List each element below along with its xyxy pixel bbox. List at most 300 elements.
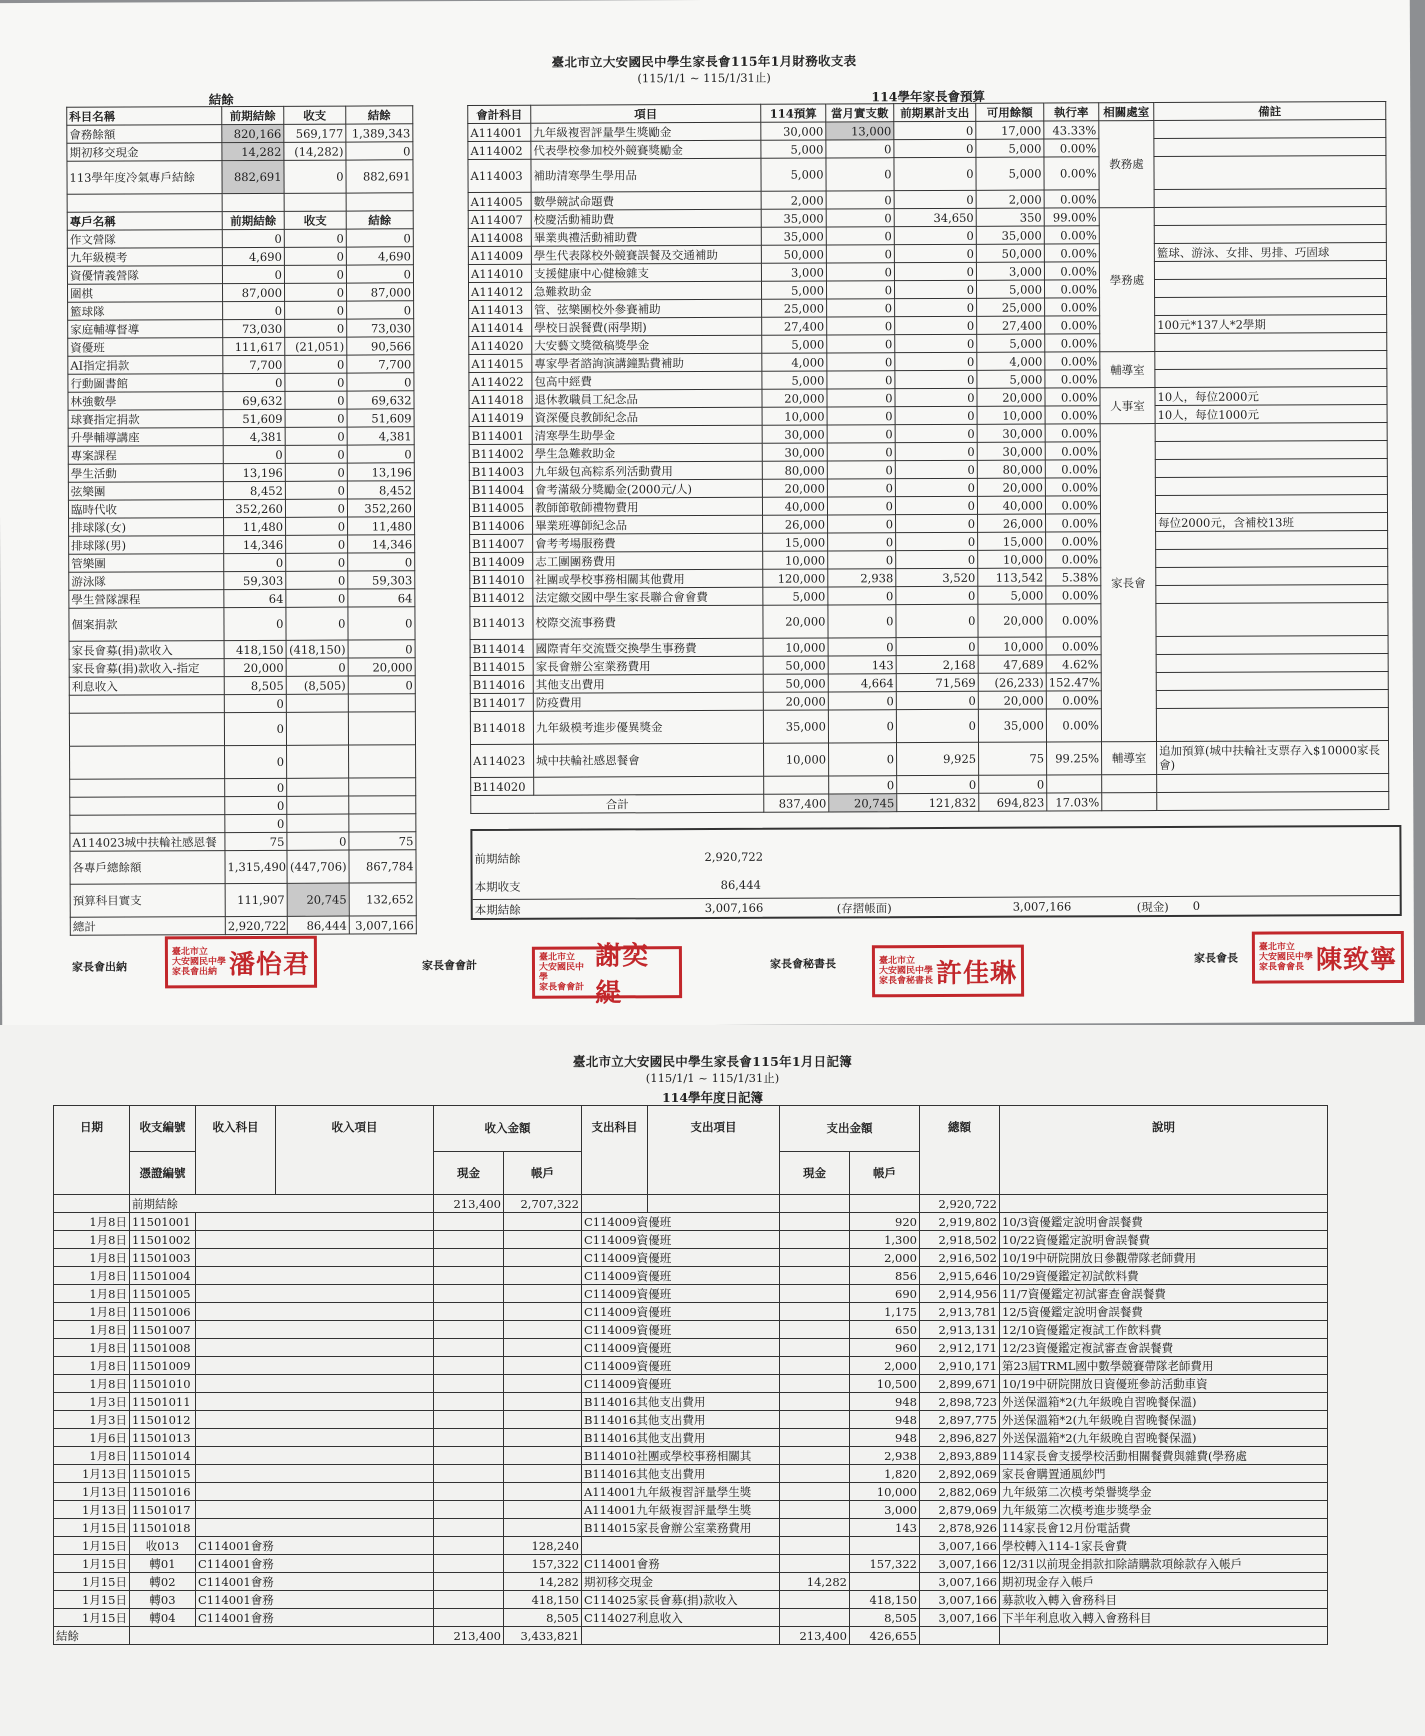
- journal-desc-cell: 第23屆TRML國中數學競賽帶隊老師費用: [1000, 1357, 1328, 1375]
- journal-period: (115/1/1 ~ 115/1/31止): [645, 1071, 780, 1085]
- journal-out-subject-cell: C114009資優班: [582, 1213, 780, 1231]
- budget-dept-cell: [1102, 775, 1157, 793]
- journal-out-cash-cell: [780, 1339, 850, 1357]
- journal-out-account-cell: 2,000: [850, 1249, 920, 1267]
- balance-header-row: [67, 106, 413, 126]
- account-bal-cell: 8,452: [347, 481, 414, 499]
- budget-note-cell: [1154, 207, 1386, 226]
- journal-out-account-cell: 143: [850, 1519, 920, 1537]
- journal-in-account-cell: [504, 1357, 582, 1375]
- budget-dept-cell: 輔導室: [1102, 742, 1157, 775]
- budget-available-cell: 2,000: [976, 190, 1044, 208]
- journal-no-cell: 11501012: [130, 1411, 196, 1429]
- budget-code-cell: B114009: [470, 552, 533, 570]
- budget-amount-cell: 40,000: [762, 497, 827, 515]
- signature-role-secretary: 家長會秘書長: [769, 957, 836, 971]
- budget-available-cell: 20,000: [978, 691, 1046, 709]
- balance-io-cell: 569,177: [284, 124, 346, 142]
- budget-note-cell: [1155, 495, 1387, 514]
- journal-closing-spacer: [130, 1627, 434, 1645]
- budget-amount-cell: 50,000: [763, 656, 828, 674]
- budget-month-cell: 0: [826, 263, 894, 281]
- balance-caption: 結餘: [208, 92, 234, 108]
- account-bal-cell: 73,030: [347, 319, 414, 337]
- journal-out-cash-cell: [780, 1231, 850, 1249]
- journal-total-cell: 2,898,723: [920, 1393, 1000, 1411]
- journal-no-cell: 轉03: [130, 1591, 196, 1609]
- account-row: [69, 571, 415, 591]
- budget-note-cell: [1155, 333, 1387, 352]
- signature-role-accountant: 家長會會計: [421, 959, 478, 973]
- budget-cumulative-cell: 0: [895, 388, 977, 406]
- journal-date-cell: 1月8日: [54, 1339, 130, 1357]
- account-io-cell: (21,051): [285, 337, 347, 355]
- budget-code-cell: A114007: [468, 210, 531, 228]
- balance-row: [67, 160, 413, 195]
- budget-note-cell: [1155, 477, 1387, 496]
- account-io-cell: 0: [285, 427, 347, 445]
- journal-date-cell: 1月6日: [54, 1429, 130, 1447]
- budget-rate-cell: 0.00%: [1046, 550, 1101, 568]
- budget-month-cell: 0: [827, 479, 895, 497]
- budget-amount-cell: 26,000: [763, 515, 828, 533]
- budget-cumulative-cell: 0: [894, 262, 976, 280]
- budget-cumulative-cell: 0: [894, 157, 976, 190]
- journal-in-cash-cell: [434, 1591, 504, 1609]
- journal-out-subject-cell: [582, 1195, 648, 1213]
- journal-in-account-cell: [504, 1375, 582, 1393]
- journal-opening-label: 前期結餘: [130, 1195, 434, 1213]
- budget-header-cell: 114預算: [761, 104, 826, 122]
- journal-out-cash-cell: [780, 1213, 850, 1231]
- budget-note-cell: [1155, 459, 1387, 478]
- account-prev-cell: 8,452: [223, 481, 285, 499]
- budget-header-cell: 相關處室: [1099, 103, 1154, 121]
- budget-item-cell: 畢業典禮活動補助費: [531, 227, 761, 246]
- account-row: [69, 517, 415, 537]
- journal-total-cell: 2,879,069: [920, 1501, 1000, 1519]
- journal-in-account-cell: [504, 1267, 582, 1285]
- journal-header-in-account: 帳戶: [504, 1151, 582, 1194]
- account-row: [68, 481, 414, 501]
- account-prev-cell: 0: [223, 445, 285, 463]
- balance-spacer-cell: [67, 194, 222, 213]
- journal-no-cell: 11501001: [130, 1213, 196, 1231]
- account-name-cell: 資優情義營隊: [67, 266, 222, 285]
- journal-out-cash-cell: [780, 1411, 850, 1429]
- budget-cumulative-cell: 0: [895, 424, 977, 442]
- budget-amount-cell: 25,000: [762, 299, 827, 317]
- journal-caption: 114學年度日記簿: [661, 1090, 764, 1105]
- budget-cumulative-cell: 9,925: [897, 742, 979, 775]
- journal-in-account-cell: [504, 1285, 582, 1303]
- budget-available-cell: 20,000: [978, 604, 1046, 637]
- budget-available-cell: 26,000: [978, 514, 1046, 532]
- account-prev-cell: 4,690: [222, 247, 284, 265]
- balance-spacer-cell: [284, 193, 346, 211]
- account-name-cell: 臨時代收: [68, 500, 223, 519]
- journal-row: [54, 1321, 1328, 1339]
- journal-header-no: 收支編號: [130, 1106, 196, 1152]
- budget-rate-cell: 0.00%: [1045, 298, 1100, 316]
- summary-prev-label: 前期結餘: [474, 851, 521, 867]
- journal-row: [54, 1375, 1328, 1393]
- budget-amount-cell: 5,000: [761, 140, 826, 158]
- budget-month-cell: 0: [827, 353, 895, 371]
- budget-item-cell: 學校日誤餐費(兩學期): [532, 317, 762, 336]
- account-prev-cell: 4,381: [223, 427, 285, 445]
- account-row: [70, 745, 416, 780]
- journal-out-account-cell: 2,938: [850, 1447, 920, 1465]
- journal-header-in-amount: 收入金額: [434, 1106, 582, 1152]
- journal-row: [54, 1483, 1328, 1501]
- budget-amount-cell: 120,000: [763, 569, 828, 587]
- journal-out-account-cell: 856: [850, 1267, 920, 1285]
- journal-out-cash-cell: [780, 1519, 850, 1537]
- journal-in-account-cell: [504, 1411, 582, 1429]
- budget-month-cell: 0: [826, 245, 894, 263]
- budget-note-cell: [1154, 156, 1386, 190]
- budget-amount-cell: 5,000: [763, 587, 828, 605]
- journal-desc-cell: 10/19中研院開放日資優班參訪活動車資: [1000, 1375, 1328, 1393]
- account-bal-cell: [349, 814, 416, 832]
- budget-item-cell: 九年級模考進步優異獎金: [533, 710, 763, 744]
- budget-code-cell: B114010: [470, 570, 533, 588]
- journal-desc-cell: 外送保溫箱*2(九年級晚自習晚餐保溫): [1000, 1393, 1328, 1411]
- journal-out-subject-cell: B114015家長會辦公室業務費用: [582, 1519, 780, 1537]
- budget-amount-cell: 35,000: [763, 710, 828, 743]
- budget-amount-cell: 5,000: [762, 371, 827, 389]
- journal-date-cell: 1月8日: [54, 1375, 130, 1393]
- journal-out-subject-cell: C114009資優班: [582, 1249, 780, 1267]
- journal-out-cash-cell: [780, 1537, 850, 1555]
- account-bal-cell: 0: [348, 553, 415, 571]
- budget-cumulative-cell: 3,520: [896, 568, 978, 586]
- account-bal-cell: [349, 745, 416, 778]
- budget-available-cell: 0: [979, 775, 1047, 793]
- budget-item-cell: 補助清寒學生學用品: [531, 158, 761, 192]
- journal-date-cell: 1月15日: [54, 1555, 130, 1573]
- journal-no-cell: 11501011: [130, 1393, 196, 1411]
- account-name-cell: AI指定捐款: [68, 356, 223, 375]
- account-prev-cell: 0: [223, 301, 285, 319]
- budget-code-cell: A114008: [468, 228, 531, 246]
- budget-code-cell: A114023: [471, 744, 534, 777]
- balance-header-cell: 科目名稱: [67, 107, 222, 126]
- budget-available-cell: 5,000: [976, 157, 1044, 190]
- budget-rate-cell: 43.33%: [1044, 121, 1099, 139]
- account-io-cell: 0: [286, 553, 348, 571]
- budget-month-cell: 0: [828, 551, 896, 569]
- account-bal-cell: [348, 712, 415, 745]
- account-prev-cell: 111,617: [223, 337, 285, 355]
- budget-header-cell: 執行率: [1044, 103, 1099, 121]
- summary-io-cell: (447,706): [287, 850, 349, 883]
- budget-rate-cell: 4.62%: [1046, 655, 1101, 673]
- journal-sheet: [0, 1025, 1425, 1736]
- journal-out-cash-cell: [780, 1195, 850, 1213]
- account-name-cell: [70, 815, 225, 834]
- account-bal-cell: [349, 796, 416, 814]
- budget-month-cell: 0: [828, 587, 896, 605]
- account-header-cell: 前期結餘: [222, 211, 284, 229]
- balance-row: [67, 124, 413, 144]
- journal-in-cash-cell: [434, 1447, 504, 1465]
- budget-dept-cell: 家長會: [1100, 424, 1156, 742]
- account-row: [68, 337, 414, 357]
- seal-chair: 臺北市立 大安國民中學 家長會會長 陳致寧: [1252, 931, 1404, 984]
- budget-note-cell: [1156, 567, 1388, 586]
- report-period: (115/1/1 ~ 115/1/31止): [637, 70, 771, 86]
- journal-date-cell: 1月3日: [54, 1393, 130, 1411]
- budget-code-cell: B114002: [469, 444, 532, 462]
- journal-date-cell: 1月8日: [54, 1321, 130, 1339]
- journal-in-cash-cell: [434, 1537, 504, 1555]
- account-row: [69, 658, 415, 678]
- budget-available-cell: 75: [979, 742, 1047, 775]
- journal-header-out-account: 帳戶: [850, 1151, 920, 1194]
- budget-rate-cell: 0.00%: [1046, 586, 1101, 604]
- account-bal-cell: 0: [346, 265, 413, 283]
- journal-out-subject-cell: 期初移交現金: [582, 1573, 780, 1591]
- account-row: [69, 712, 415, 747]
- journal-in-cash-cell: 213,400: [434, 1195, 504, 1213]
- journal-total-cell: 2,893,889: [920, 1447, 1000, 1465]
- account-prev-cell: 0: [224, 712, 286, 745]
- journal-no-cell: 轉02: [130, 1573, 196, 1591]
- budget-note-cell: 籃球、游泳、女排、男排、巧固球: [1154, 243, 1386, 262]
- budget-dept-cell: 學務處: [1099, 208, 1155, 352]
- journal-no-cell: 11501008: [130, 1339, 196, 1357]
- budget-cumulative-cell: 0: [896, 604, 978, 637]
- account-io-cell: 0: [287, 832, 349, 850]
- budget-month-cell: 4,664: [828, 674, 896, 692]
- journal-desc-cell: 家長會購置通風紗門: [1000, 1465, 1328, 1483]
- budget-rate-cell: 5.38%: [1046, 568, 1101, 586]
- summary-bal-label: 本期結餘: [474, 902, 521, 918]
- journal-total-cell: 2,897,775: [920, 1411, 1000, 1429]
- journal-in-cash-cell: [434, 1429, 504, 1447]
- journal-no-cell: 轉04: [130, 1609, 196, 1627]
- summary-bal-cell: 132,652: [349, 883, 416, 916]
- summary-io-label: 本期收支: [474, 879, 521, 895]
- budget-amount-cell: 50,000: [761, 245, 826, 263]
- journal-date-cell: 1月3日: [54, 1411, 130, 1429]
- journal-in-cash-cell: [434, 1501, 504, 1519]
- budget-rate-cell: 0.00%: [1044, 226, 1099, 244]
- budget-item-cell: 學生代表隊校外競賽誤餐及交通補助: [531, 245, 761, 264]
- journal-total-cell: 2,896,827: [920, 1429, 1000, 1447]
- budget-cumulative-cell: 0: [896, 637, 978, 655]
- budget-rate-cell: [1047, 775, 1102, 793]
- journal-out-account-cell: [850, 1573, 920, 1591]
- journal-in-account-cell: 2,707,322: [504, 1195, 582, 1213]
- budget-item-cell: 校際交流事務費: [533, 605, 763, 639]
- journal-total-cell: 2,914,956: [920, 1285, 1000, 1303]
- budget-rate-cell: 0.00%: [1044, 190, 1099, 208]
- budget-rate-cell: 0.00%: [1044, 262, 1099, 280]
- balance-summary-row: [70, 883, 416, 918]
- account-name-cell: 家長會募(捐)款收入: [69, 641, 224, 660]
- journal-desc-cell: 12/10資優鑑定複試工作飲料費: [1000, 1321, 1328, 1339]
- journal-out-subject-cell: A114001九年級複習評量學生獎: [582, 1483, 780, 1501]
- budget-cumulative-cell: 0: [895, 370, 977, 388]
- budget-row: [471, 741, 1389, 778]
- budget-month-cell: 0: [827, 425, 895, 443]
- journal-out-account-cell: 948: [850, 1411, 920, 1429]
- budget-item-cell: 大安藝文獎徵稿獎學金: [532, 335, 762, 354]
- journal-closing-row: [54, 1627, 1328, 1645]
- journal-out-account-cell: 1,820: [850, 1465, 920, 1483]
- journal-out-cash-cell: [780, 1609, 850, 1627]
- budget-amount-cell: 2,000: [761, 191, 826, 209]
- journal-header-in-cash: 現金: [434, 1151, 504, 1194]
- account-io-cell: 0: [286, 535, 348, 553]
- budget-note-cell: [1155, 441, 1387, 460]
- journal-out-cash-cell: [780, 1321, 850, 1339]
- account-prev-cell: 59,303: [224, 571, 286, 589]
- budget-cumulative-cell: 2,168: [896, 655, 978, 673]
- journal-in-account-cell: [504, 1483, 582, 1501]
- budget-cumulative-cell: 0: [895, 298, 977, 316]
- journal-no-cell: 11501007: [130, 1321, 196, 1339]
- account-bal-cell: [348, 694, 415, 712]
- journal-total-cell: 2,878,926: [920, 1519, 1000, 1537]
- budget-item-cell: 會考考場服務費: [533, 533, 763, 552]
- budget-item-cell: 包高中經費: [532, 371, 762, 390]
- journal-out-cash-cell: [780, 1591, 850, 1609]
- journal-no-cell: 11501009: [130, 1357, 196, 1375]
- journal-no-cell: 11501004: [130, 1267, 196, 1285]
- budget-month-cell: 0: [828, 692, 896, 710]
- budget-cumulative-cell: 0: [894, 226, 976, 244]
- budget-total-available: 694,823: [979, 793, 1047, 811]
- budget-amount-cell: 27,400: [762, 317, 827, 335]
- balance-summary-row: [70, 850, 416, 885]
- budget-amount-cell: 20,000: [763, 605, 828, 638]
- account-bal-cell: 0: [347, 373, 414, 391]
- account-header-row: [67, 211, 413, 231]
- budget-code-cell: B114012: [470, 588, 533, 606]
- budget-code-cell: A114009: [468, 246, 531, 264]
- budget-cumulative-cell: 0: [896, 550, 978, 568]
- account-row: [69, 694, 415, 714]
- journal-row: [54, 1357, 1328, 1375]
- budget-item-cell: 學生急難救助金: [532, 443, 762, 462]
- account-name-cell: 學生活動: [68, 464, 223, 483]
- budget-code-cell: A114003: [468, 159, 531, 192]
- budget-amount-cell: [764, 776, 829, 794]
- journal-desc-cell: 期初現金存入帳戶: [1000, 1573, 1328, 1591]
- seal-secretary: 臺北市立 大安國民中學 家長會秘書長 許佳琳: [872, 945, 1024, 998]
- total-bal-cell: 3,007,166: [349, 916, 416, 934]
- journal-row: [54, 1519, 1328, 1537]
- journal-in-cash-cell: [434, 1339, 504, 1357]
- journal-out-account-cell: 650: [850, 1321, 920, 1339]
- journal-out-subject-cell: C114025家長會募(捐)款收入: [582, 1591, 780, 1609]
- account-name-cell: 行動圖書館: [68, 374, 223, 393]
- journal-table: [53, 1105, 1328, 1645]
- account-io-cell: 0: [285, 301, 347, 319]
- account-row: [70, 832, 416, 852]
- journal-out-subject-cell: A114001九年級複習評量學生獎: [582, 1501, 780, 1519]
- account-row: [68, 391, 414, 411]
- journal-date-cell: 1月8日: [54, 1357, 130, 1375]
- journal-desc-cell: 12/23資優鑑定複試審查會誤餐費: [1000, 1339, 1328, 1357]
- journal-in-subject-cell: [196, 1519, 434, 1537]
- account-prev-cell: 0: [225, 796, 287, 814]
- journal-in-account-cell: [504, 1393, 582, 1411]
- budget-month-cell: 0: [827, 299, 895, 317]
- budget-rate-cell: 0.00%: [1045, 334, 1100, 352]
- journal-row: [54, 1573, 1328, 1591]
- budget-total-dept: [1102, 793, 1157, 811]
- journal-in-account-cell: [504, 1321, 582, 1339]
- budget-note-cell: 追加預算(城中扶輪社支票存入$10000家長會): [1157, 741, 1389, 775]
- budget-item-cell: 教師節敬師禮物費用: [532, 497, 762, 516]
- journal-in-cash-cell: [434, 1555, 504, 1573]
- budget-cumulative-cell: 0: [895, 352, 977, 370]
- budget-header-cell: 項目: [531, 104, 761, 123]
- budget-available-cell: 47,689: [978, 655, 1046, 673]
- budget-month-cell: 0: [826, 191, 894, 209]
- journal-closing-out-account: 426,655: [850, 1627, 920, 1645]
- journal-row: [54, 1501, 1328, 1519]
- journal-header-out-subject: 支出科目: [582, 1106, 648, 1195]
- budget-month-cell: 0: [826, 158, 894, 191]
- budget-code-cell: B114015: [470, 657, 533, 675]
- account-bal-cell: 64: [348, 589, 415, 607]
- journal-in-cash-cell: [434, 1303, 504, 1321]
- journal-desc-cell: 10/29資優鑑定初試飲料費: [1000, 1267, 1328, 1285]
- account-header-cell: 結餘: [346, 211, 413, 229]
- account-row: [68, 427, 414, 447]
- journal-desc-cell: [1000, 1195, 1328, 1213]
- account-io-cell: 0: [285, 355, 347, 373]
- journal-in-cash-cell: [434, 1285, 504, 1303]
- budget-note-cell: [1156, 672, 1388, 691]
- budget-rate-cell: 0.00%: [1045, 442, 1100, 460]
- journal-in-account-cell: [504, 1447, 582, 1465]
- budget-available-cell: 113,542: [978, 568, 1046, 586]
- budget-note-cell: [1156, 603, 1388, 637]
- budget-month-cell: 0: [829, 743, 897, 776]
- journal-in-subject-cell: [196, 1501, 434, 1519]
- journal-in-account-cell: [504, 1213, 582, 1231]
- budget-rate-cell: 0.00%: [1045, 370, 1100, 388]
- budget-rate-cell: 0.00%: [1046, 532, 1101, 550]
- journal-desc-cell: 九年級第二次模考榮譽獎學金: [1000, 1483, 1328, 1501]
- journal-in-account-cell: 418,150: [504, 1591, 582, 1609]
- budget-available-cell: 5,000: [976, 280, 1044, 298]
- budget-month-cell: 0: [826, 281, 894, 299]
- budget-cumulative-cell: 0: [895, 406, 977, 424]
- account-row: [69, 640, 415, 660]
- budget-row: [470, 603, 1388, 640]
- budget-available-cell: 4,000: [977, 352, 1045, 370]
- budget-rate-cell: 0.00%: [1044, 157, 1099, 190]
- journal-out-subject-cell: B114016其他支出費用: [582, 1465, 780, 1483]
- journal-date-cell: 1月8日: [54, 1249, 130, 1267]
- journal-no-cell: 11501016: [130, 1483, 196, 1501]
- budget-code-cell: B114018: [470, 711, 533, 744]
- journal-out-subject-cell: C114027利息收入: [582, 1609, 780, 1627]
- summary-bal-cell: 867,784: [349, 850, 416, 883]
- journal-header-voucher: 憑證編號: [130, 1151, 196, 1194]
- account-name-cell: 排球隊(男): [69, 536, 224, 555]
- budget-rate-cell: 0.00%: [1046, 691, 1101, 709]
- budget-month-cell: 0: [827, 443, 895, 461]
